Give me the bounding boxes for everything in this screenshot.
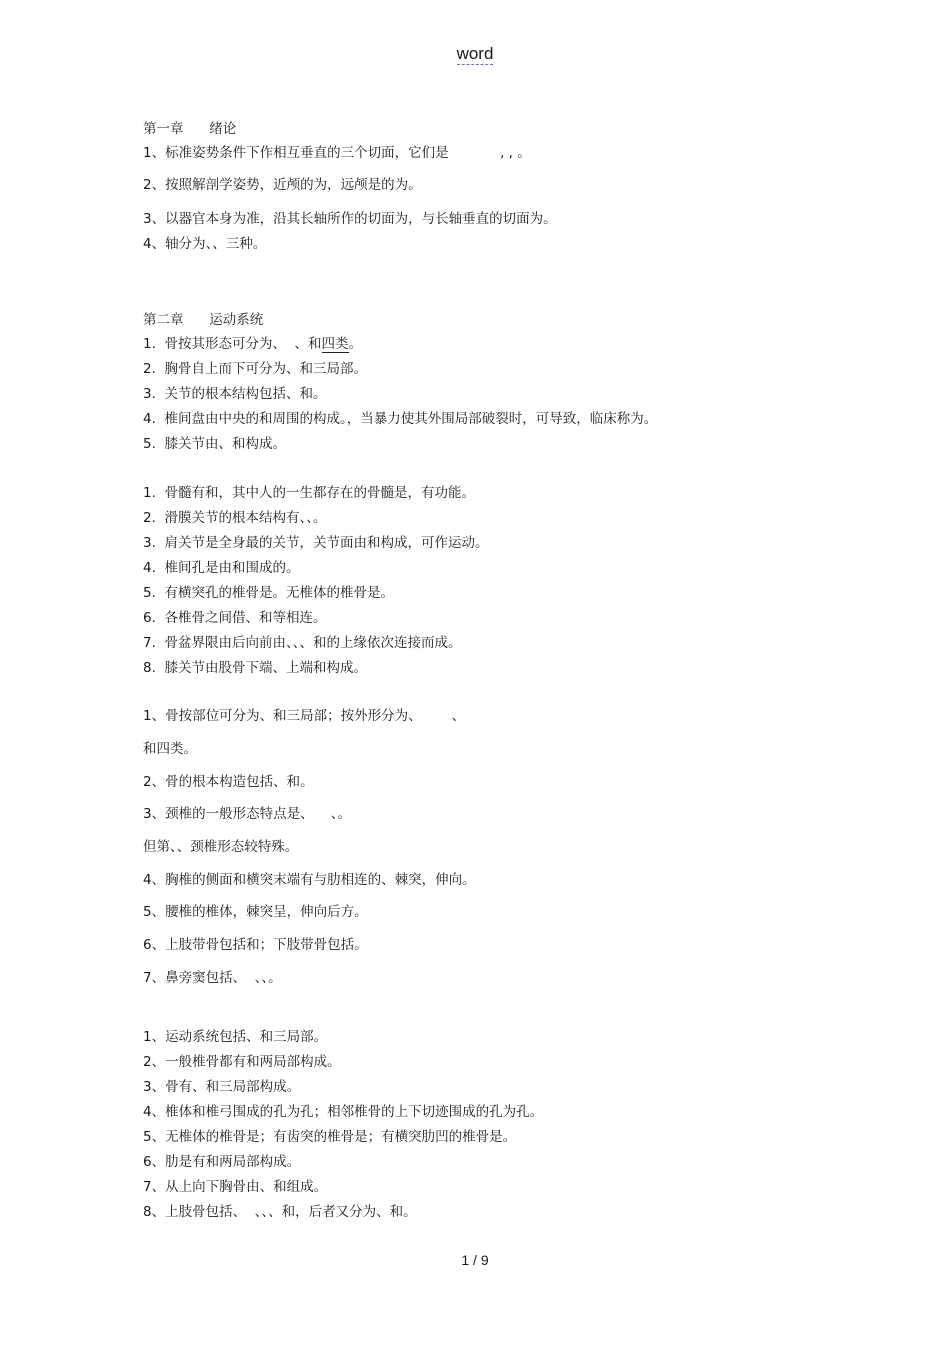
chapter2-heading: 第二章 运动系统 bbox=[143, 312, 264, 328]
page-header bbox=[0, 44, 950, 64]
ch1-line-2: 2、按照解剖学姿势，近颅的为，远颅是的为。 bbox=[143, 177, 422, 193]
ch2-line-1-end: 。 bbox=[348, 336, 363, 352]
secb-line-7: 7. 骨盆界限由后向前由、、、和的上缘依次连接而成。 bbox=[143, 635, 462, 651]
secc-line-1b: 和四类。 bbox=[143, 741, 197, 757]
ch1-line-4: 4、轴分为、、三种。 bbox=[143, 236, 267, 252]
secd-line-3: 3、骨有、和三局部构成。 bbox=[143, 1079, 301, 1095]
secb-line-5: 5. 有横突孔的椎骨是。无椎体的椎骨是。 bbox=[143, 585, 394, 601]
secc-line-4: 4、胸椎的侧面和横突末端有与肋相连的、棘突，伸向。 bbox=[143, 872, 476, 888]
secd-line-2: 2、一般椎骨都有和两局部构成。 bbox=[143, 1054, 341, 1070]
secc-line-3: 3、颈椎的一般形态特点是、 、。 bbox=[143, 806, 352, 822]
secc-line-1: 1、骨按部位可分为、和三局部；按外形分为、 、 bbox=[143, 708, 466, 724]
secc-line-3b: 但第、、颈椎形态较特殊。 bbox=[143, 839, 299, 855]
secb-line-1: 1. 骨髓有和，其中人的一生都存在的骨髓是，有功能。 bbox=[143, 485, 475, 501]
ch2-line-4: 4. 椎间盘由中央的和周围的构成。，当暴力使其外围局部破裂时，可导致，临床称为。 bbox=[143, 411, 658, 427]
secd-line-4: 4、椎体和椎弓围成的孔为孔；相邻椎骨的上下切迹围成的孔为孔。 bbox=[143, 1104, 544, 1120]
ch2-line-1 bbox=[143, 335, 362, 353]
ch1-line-1: 1、标准姿势条件下作相互垂直的三个切面，它们是 , , 。 bbox=[143, 145, 531, 161]
secd-line-7: 7、从上向下胸骨由、和组成。 bbox=[143, 1179, 328, 1195]
page-number: 1 / 9 bbox=[461, 1252, 489, 1268]
ch2-line-1-underlined: 四类 bbox=[321, 336, 349, 352]
secc-line-2: 2、骨的根本构造包括、和。 bbox=[143, 774, 314, 790]
secd-line-5: 5、无椎体的椎骨是；有齿突的椎骨是；有横突肋凹的椎骨是。 bbox=[143, 1129, 517, 1145]
secc-line-7: 7、鼻旁窦包括、 、、。 bbox=[143, 970, 282, 986]
ch2-line-5: 5. 膝关节由、和构成。 bbox=[143, 436, 286, 452]
secb-line-4: 4. 椎间孔是由和围成的。 bbox=[143, 560, 300, 576]
ch2-line-3: 3. 关节的根本结构包括、和。 bbox=[143, 386, 327, 402]
ch2-line-1-text: 1. 骨按其形态可分为、 、和 bbox=[143, 336, 322, 352]
secd-line-1: 1、运动系统包括、和三局部。 bbox=[143, 1029, 328, 1045]
ch2-line-2: 2. 胸骨自上而下可分为、和三局部。 bbox=[143, 361, 367, 377]
ch1-line-3: 3、以器官本身为准，沿其长轴所作的切面为，与长轴垂直的切面为。 bbox=[143, 211, 557, 227]
secb-line-8: 8. 膝关节由股骨下端、上端和构成。 bbox=[143, 660, 367, 676]
secc-line-6: 6、上肢带骨包括和；下肢带骨包括。 bbox=[143, 937, 368, 953]
secb-line-2: 2. 滑膜关节的根本结构有、、。 bbox=[143, 510, 327, 526]
chapter1-heading: 第一章 绪论 bbox=[143, 121, 237, 137]
header-title: word bbox=[456, 44, 494, 63]
secb-line-3: 3. 肩关节是全身最的关节，关节面由和构成，可作运动。 bbox=[143, 535, 489, 551]
secd-line-8: 8、上肢骨包括、 、、、和，后者又分为、和。 bbox=[143, 1204, 417, 1220]
secc-line-5: 5、腰椎的椎体，棘突呈，伸向后方。 bbox=[143, 904, 368, 920]
secb-line-6: 6. 各椎骨之间借、和等相连。 bbox=[143, 610, 327, 626]
secd-line-6: 6、肋是有和两局部构成。 bbox=[143, 1154, 301, 1170]
